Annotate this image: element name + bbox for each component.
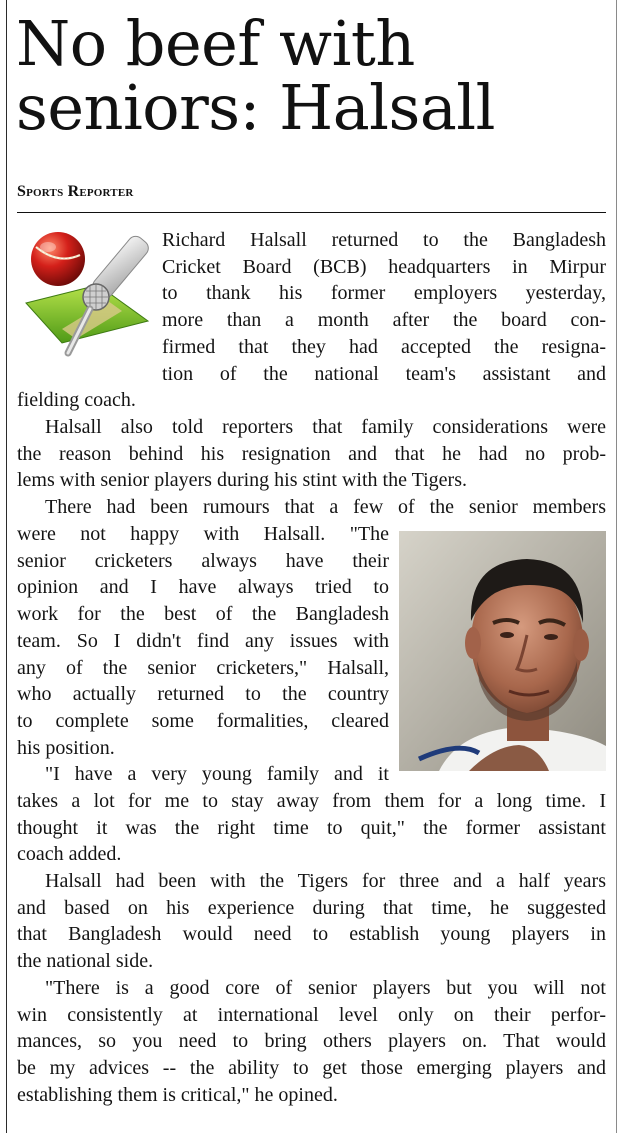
- column-rule-right: [616, 0, 617, 1133]
- text-line: team. So I didn't find any issues with: [17, 629, 389, 652]
- text-line: "I have a very young family and it: [45, 763, 389, 786]
- halsall-portrait-photo: [399, 531, 606, 771]
- column-rule-left: [6, 0, 7, 1133]
- text-line: thought it was the right time to quit," the former assistant: [17, 816, 606, 839]
- byline: Sports Reporter: [17, 183, 134, 200]
- text-line: establishing them is critical," he opined.: [17, 1083, 338, 1106]
- text-line: opinion and I have always tried to: [17, 576, 389, 599]
- text-line: mances, so you need to bring others players on. That would: [17, 1030, 606, 1053]
- text-line: that Bangladesh would need to establish young players in: [17, 923, 606, 946]
- text-line: Cricket Board (BCB) headquarters in Mirpur: [162, 255, 606, 278]
- text-line: his position.: [17, 736, 115, 759]
- text-line: There had been rumours that a few of the senior members: [45, 496, 606, 518]
- text-line: were not happy with Halsall. "The: [17, 523, 389, 545]
- text-line: fielding coach.: [17, 389, 136, 411]
- paragraph-5: [17, 868, 606, 975]
- text-line: the national side.: [17, 950, 154, 973]
- paragraph-1-right: [162, 227, 606, 387]
- text-line: senior cricketers always have their: [17, 549, 389, 572]
- text-line: win consistently at international level only on their perfor-: [17, 1003, 606, 1026]
- text-line: who actually returned to the country: [17, 683, 389, 706]
- text-line: Halsall had been with the Tigers for three and a half years: [45, 870, 606, 892]
- text-line: to complete some formalities, cleared: [17, 709, 389, 732]
- paragraph-3-left: [17, 521, 389, 788]
- text-line: takes a lot for me to stay away from them for a long time. I: [17, 790, 606, 812]
- headline-line-2: seniors: Halsall: [16, 71, 495, 144]
- byline-rule: [17, 212, 606, 213]
- text-line: any of the senior cricketers," Halsall,: [17, 656, 389, 679]
- text-line: lems with senior players during his stint with the Tigers.: [17, 469, 467, 492]
- text-line: the reason behind his resignation and that he had no prob-: [17, 442, 606, 465]
- text-line: and based on his experience during that time, he suggested: [17, 896, 606, 919]
- paragraph-4: [17, 788, 606, 868]
- article-headline: [16, 7, 606, 144]
- paragraph-2: [17, 414, 606, 494]
- text-line: Halsall also told reporters that family considerations were: [45, 416, 606, 438]
- text-line: coach added.: [17, 843, 122, 866]
- paragraph-3-first: [17, 494, 606, 521]
- text-line: be my advices -- the ability to get those emerging players and: [17, 1057, 606, 1080]
- text-line: tion of the national team's assistant and: [162, 362, 606, 385]
- text-line: work for the best of the Bangladesh: [17, 603, 389, 626]
- cricket-ball-and-microphone-icon: [18, 225, 150, 367]
- text-line: Richard Halsall returned to the Bangladesh: [162, 229, 606, 251]
- text-line: firmed that they had accepted the resigna-: [162, 335, 606, 358]
- headline-line-1: No beef with: [16, 7, 415, 80]
- paragraph-6: [17, 975, 606, 1109]
- text-line: "There is a good core of senior players but you will not: [45, 977, 606, 999]
- paragraph-1-tail: [17, 387, 606, 414]
- text-line: more than a month after the board con-: [162, 309, 606, 332]
- text-line: to thank his former employers yesterday,: [162, 282, 606, 305]
